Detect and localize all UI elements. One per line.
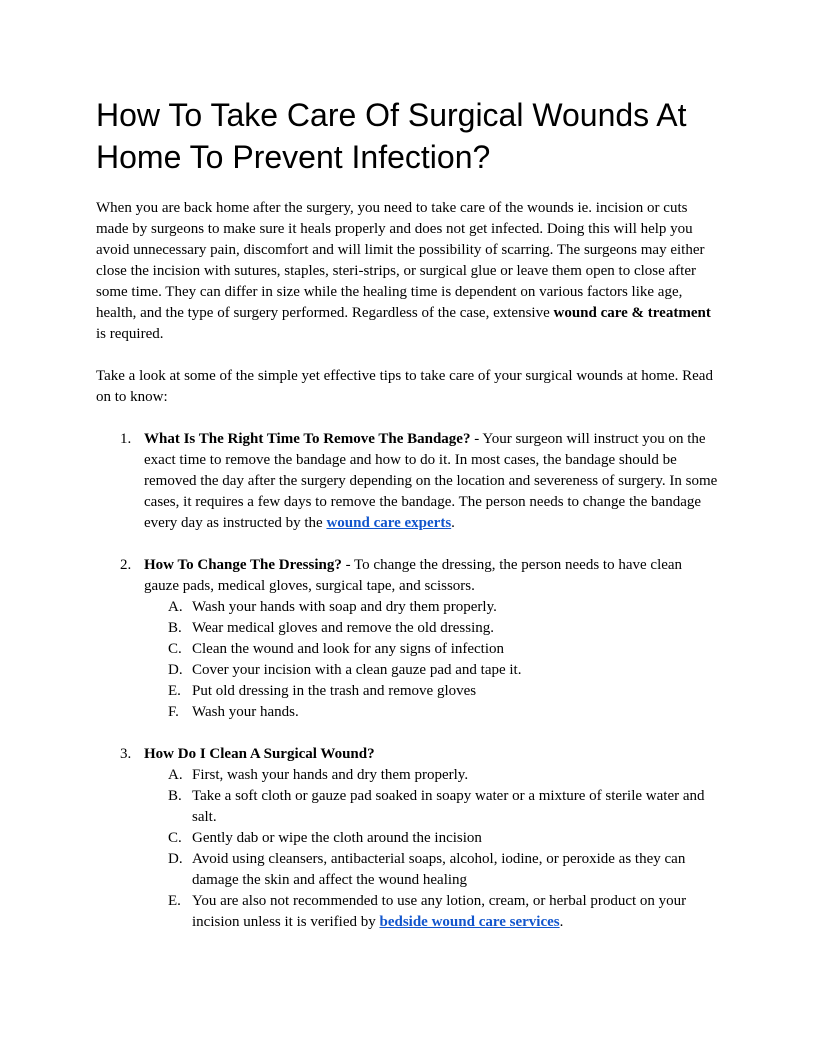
- sub-end: .: [559, 914, 564, 930]
- sub-text: Cover your incision with a clean gauze pad and tape it.: [192, 662, 522, 678]
- sub-list-item: [144, 618, 720, 639]
- list-number: 1.: [120, 431, 132, 447]
- intro-end: is required.: [96, 326, 164, 342]
- sub-text: Take a soft cloth or gauze pad soaked in soapy water or a mixture of sterile water and salt.: [192, 788, 705, 825]
- item-end: .: [451, 515, 455, 531]
- sub-list: [144, 765, 720, 933]
- sub-letter: A.: [168, 767, 183, 783]
- list-item: [96, 555, 720, 723]
- bedside-wound-care-link[interactable]: bedside wound care services: [379, 914, 560, 930]
- item-heading: What Is The Right Time To Remove The Bandage?: [144, 431, 471, 447]
- page-title: How To Take Care Of Surgical Wounds At Home To Prevent Infection?: [96, 97, 687, 175]
- sub-text: You are also not recommended to use any lotion, cream, or herbal product on your incision unless it is verified by: [192, 893, 687, 930]
- tips-list: [96, 429, 720, 933]
- sub-letter: D.: [168, 662, 183, 678]
- sub-list-item: [144, 597, 720, 618]
- sub-list-item: [144, 765, 720, 786]
- intro-text: When you are back home after the surgery, you need to take care of the wounds ie. incision or cuts made by surgeons to make sure it heals properly and does not get infected. Doing this will help you avoid unnecessary pain, discomfort and will limit the possibility of scarring. The surgeons may either close the incision with sutures, staples, steri-strips, or surgical glue or leave them open to close after some time. They can differ in size while the healing time is dependent on various factors like age, health, and the type of surgery performed. Regardless of the case, extensive: [96, 200, 705, 321]
- sub-text: Avoid using cleansers, antibacterial soaps, alcohol, iodine, or peroxide as they can damage the skin and affect the wound healing: [192, 851, 686, 888]
- sub-list-item: [144, 849, 720, 891]
- sub-text: Put old dressing in the trash and remove gloves: [192, 683, 477, 699]
- sub-list-item: [144, 786, 720, 828]
- sub-letter: A.: [168, 599, 183, 615]
- list-item: [96, 429, 720, 534]
- item-heading: How Do I Clean A Surgical Wound?: [144, 746, 375, 762]
- list-number: 2.: [120, 557, 132, 573]
- sub-text: Wash your hands.: [192, 704, 299, 720]
- sub-letter: F.: [168, 704, 179, 720]
- sub-list-item: [144, 660, 720, 681]
- sub-list-item: [144, 639, 720, 660]
- item-text: - To change the dressing, the person needs to have clean gauze pads, medical gloves, surgical tape, and scissors.: [144, 557, 683, 594]
- list-item: [96, 744, 720, 933]
- sub-letter: E.: [168, 683, 181, 699]
- sub-letter: B.: [168, 620, 182, 636]
- sub-list-item: [144, 891, 720, 933]
- wound-care-experts-link[interactable]: wound care experts: [326, 515, 452, 531]
- sub-text: Gently dab or wipe the cloth around the incision: [192, 830, 482, 846]
- item-text: - Your surgeon will instruct you on the exact time to remove the bandage and how to do it. In most cases, the bandage should be removed the day after the surgery depending on the location and severeness of surgery. In some cases, it requires a few days to remove the bandage. The person needs to change the bandage every day as instructed by the: [144, 431, 718, 531]
- sub-list-item: [144, 828, 720, 849]
- lead-paragraph: Take a look at some of the simple yet effective tips to take care of your surgical wounds at home. Read on to know:: [96, 368, 713, 405]
- intro-bold: wound care & treatment: [553, 305, 711, 321]
- item-heading: How To Change The Dressing?: [144, 557, 342, 573]
- sub-letter: D.: [168, 851, 183, 867]
- sub-text: Clean the wound and look for any signs of infection: [192, 641, 505, 657]
- list-number: 3.: [120, 746, 132, 762]
- sub-text: Wash your hands with soap and dry them properly.: [192, 599, 497, 615]
- intro-paragraph: [96, 198, 720, 345]
- sub-list: [144, 597, 720, 723]
- sub-list-item: [144, 702, 720, 723]
- sub-text: First, wash your hands and dry them properly.: [192, 767, 469, 783]
- sub-list-item: [144, 681, 720, 702]
- sub-letter: E.: [168, 893, 181, 909]
- sub-letter: C.: [168, 641, 182, 657]
- sub-letter: C.: [168, 830, 182, 846]
- sub-text: Wear medical gloves and remove the old dressing.: [192, 620, 495, 636]
- sub-letter: B.: [168, 788, 182, 804]
